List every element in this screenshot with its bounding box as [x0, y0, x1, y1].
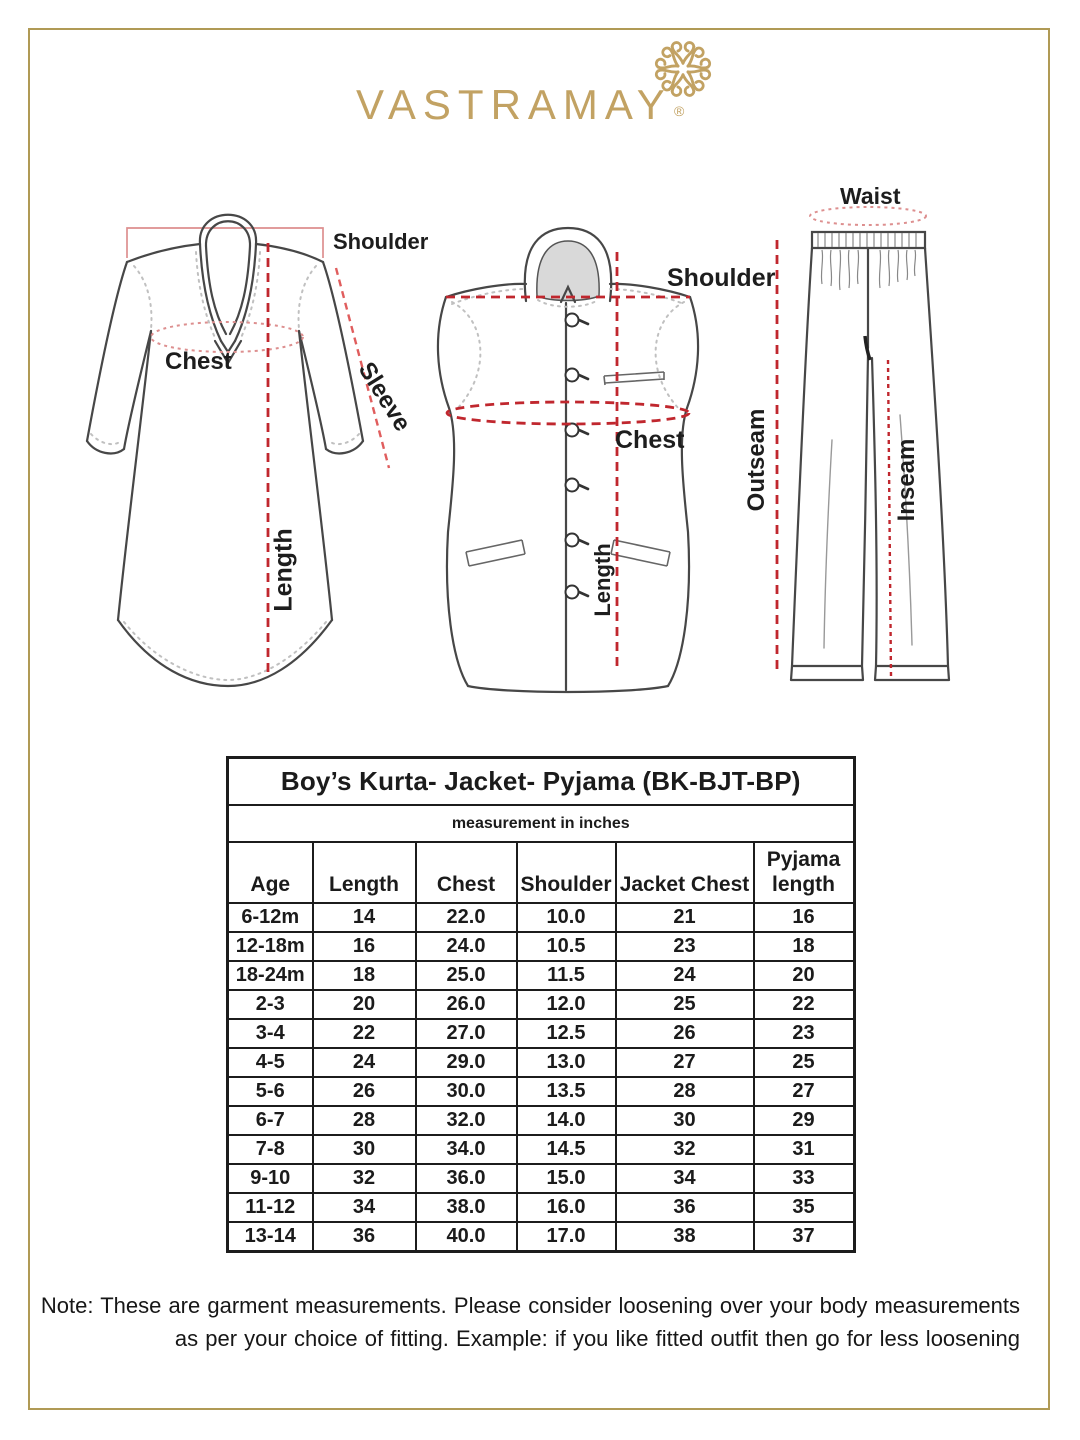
size-table-rows	[228, 903, 855, 1252]
pyjama-inseam-label: Inseam	[893, 438, 920, 522]
kurta-length-label: Length	[269, 528, 298, 612]
table-cell: 27	[754, 1077, 855, 1106]
column-header-length: Length	[313, 842, 416, 903]
table-cell: 24.0	[416, 932, 517, 961]
pyjama-outseam-label: Outseam	[743, 408, 770, 512]
table-row	[228, 990, 855, 1019]
table-cell: 25.0	[416, 961, 517, 990]
table-cell: 20	[313, 990, 416, 1019]
column-header-jacket-chest: Jacket Chest	[616, 842, 754, 903]
table-cell: 26	[616, 1019, 754, 1048]
column-header-shoulder: Shoulder	[517, 842, 616, 903]
table-cell: 4-5	[228, 1048, 313, 1077]
table-cell: 18	[754, 932, 855, 961]
kurta-diagram	[70, 195, 400, 715]
table-cell: 2-3	[228, 990, 313, 1019]
table-cell: 36.0	[416, 1164, 517, 1193]
table-row	[228, 932, 855, 961]
table-cell: 14	[313, 903, 416, 932]
brand-rosette-icon	[647, 33, 719, 105]
table-cell: 3-4	[228, 1019, 313, 1048]
table-cell: 31	[754, 1135, 855, 1164]
table-cell: 35	[754, 1193, 855, 1222]
table-cell: 24	[616, 961, 754, 990]
table-cell: 7-8	[228, 1135, 313, 1164]
table-cell: 34	[313, 1193, 416, 1222]
table-cell: 11.5	[517, 961, 616, 990]
table-cell: 22	[754, 990, 855, 1019]
table-row	[228, 1106, 855, 1135]
table-cell: 37	[754, 1222, 855, 1252]
pyjama-outline	[791, 232, 949, 680]
measurement-note	[30, 1289, 1020, 1355]
table-cell: 14.5	[517, 1135, 616, 1164]
size-chart-table	[226, 756, 856, 1253]
table-cell: 25	[754, 1048, 855, 1077]
table-cell: 18-24m	[228, 961, 313, 990]
jacket-diagram	[435, 225, 765, 705]
table-cell: 32.0	[416, 1106, 517, 1135]
note-line-2: as per your choice of fitting. Example: if you like fitted outfit then go for less loosening	[174, 1326, 1020, 1351]
table-cell: 34	[616, 1164, 754, 1193]
table-cell: 16	[754, 903, 855, 932]
table-row	[228, 961, 855, 990]
kurta-chest-label: Chest	[165, 348, 232, 375]
column-header-chest: Chest	[416, 842, 517, 903]
jacket-collar-fill	[537, 241, 599, 301]
table-cell: 12-18m	[228, 932, 313, 961]
brand-logo-text: VASTRAMAY	[356, 81, 672, 128]
table-row	[228, 1077, 855, 1106]
table-cell: 29.0	[416, 1048, 517, 1077]
table-cell: 34.0	[416, 1135, 517, 1164]
jacket-chest-label: Chest	[615, 426, 685, 454]
table-cell: 23	[754, 1019, 855, 1048]
column-header-pyjama-length: Pyjama length	[754, 842, 855, 903]
table-cell: 30	[313, 1135, 416, 1164]
table-cell: 16.0	[517, 1193, 616, 1222]
table-cell: 9-10	[228, 1164, 313, 1193]
table-cell: 14.0	[517, 1106, 616, 1135]
kurta-outline	[87, 215, 363, 686]
table-cell: 10.0	[517, 903, 616, 932]
table-cell: 6-7	[228, 1106, 313, 1135]
table-cell: 21	[616, 903, 754, 932]
table-cell: 27.0	[416, 1019, 517, 1048]
jacket-length-label: Length	[590, 543, 615, 617]
table-cell: 32	[313, 1164, 416, 1193]
table-cell: 13-14	[228, 1222, 313, 1252]
table-cell: 28	[313, 1106, 416, 1135]
table-cell: 38.0	[416, 1193, 517, 1222]
table-cell: 18	[313, 961, 416, 990]
table-header-row	[228, 842, 855, 903]
jacket-buttons	[566, 314, 589, 599]
table-cell: 12.5	[517, 1019, 616, 1048]
table-subtitle: measurement in inches	[228, 805, 855, 842]
kurta-seam-dots	[91, 252, 359, 680]
jacket-chest-measure-ellipse	[447, 402, 689, 424]
table-cell: 25	[616, 990, 754, 1019]
kurta-shoulder-bracket	[127, 228, 323, 258]
jacket-shoulder-label: Shoulder	[667, 264, 776, 292]
table-cell: 15.0	[517, 1164, 616, 1193]
jacket-seam-dots	[452, 289, 684, 410]
table-cell: 26	[313, 1077, 416, 1106]
table-cell: 40.0	[416, 1222, 517, 1252]
pyjama-inseam-measure-line	[888, 360, 891, 676]
table-row	[228, 1048, 855, 1077]
table-cell: 22	[313, 1019, 416, 1048]
table-row	[228, 1019, 855, 1048]
table-cell: 36	[313, 1222, 416, 1252]
table-row	[228, 1222, 855, 1252]
pyjama-diagram	[750, 200, 980, 700]
table-cell: 30	[616, 1106, 754, 1135]
table-cell: 22.0	[416, 903, 517, 932]
table-row	[228, 1164, 855, 1193]
table-cell: 27	[616, 1048, 754, 1077]
kurta-shoulder-label: Shoulder	[333, 229, 429, 254]
table-cell: 20	[754, 961, 855, 990]
table-cell: 13.5	[517, 1077, 616, 1106]
table-cell: 17.0	[517, 1222, 616, 1252]
table-cell: 10.5	[517, 932, 616, 961]
table-cell: 26.0	[416, 990, 517, 1019]
table-row	[228, 1135, 855, 1164]
table-title: Boy’s Kurta- Jacket- Pyjama (BK-BJT-BP)	[228, 758, 855, 806]
table-row	[228, 903, 855, 932]
table-cell: 36	[616, 1193, 754, 1222]
column-header-age: Age	[228, 842, 313, 903]
table-cell: 13.0	[517, 1048, 616, 1077]
table-cell: 12.0	[517, 990, 616, 1019]
table-cell: 24	[313, 1048, 416, 1077]
table-cell: 29	[754, 1106, 855, 1135]
table-cell: 30.0	[416, 1077, 517, 1106]
note-line-1: Note: These are garment measurements. Please consider loosening over your body measurements	[40, 1293, 1020, 1318]
table-cell: 11-12	[228, 1193, 313, 1222]
table-cell: 6-12m	[228, 903, 313, 932]
table-cell: 16	[313, 932, 416, 961]
table-cell: 32	[616, 1135, 754, 1164]
table-cell: 5-6	[228, 1077, 313, 1106]
kurta-sleeve-label: Sleeve	[352, 357, 417, 437]
table-cell: 28	[616, 1077, 754, 1106]
table-cell: 23	[616, 932, 754, 961]
registered-trademark-symbol: ®	[674, 103, 685, 119]
table-cell: 38	[616, 1222, 754, 1252]
table-row	[228, 1193, 855, 1222]
table-cell: 33	[754, 1164, 855, 1193]
pyjama-waist-label: Waist	[840, 183, 901, 209]
